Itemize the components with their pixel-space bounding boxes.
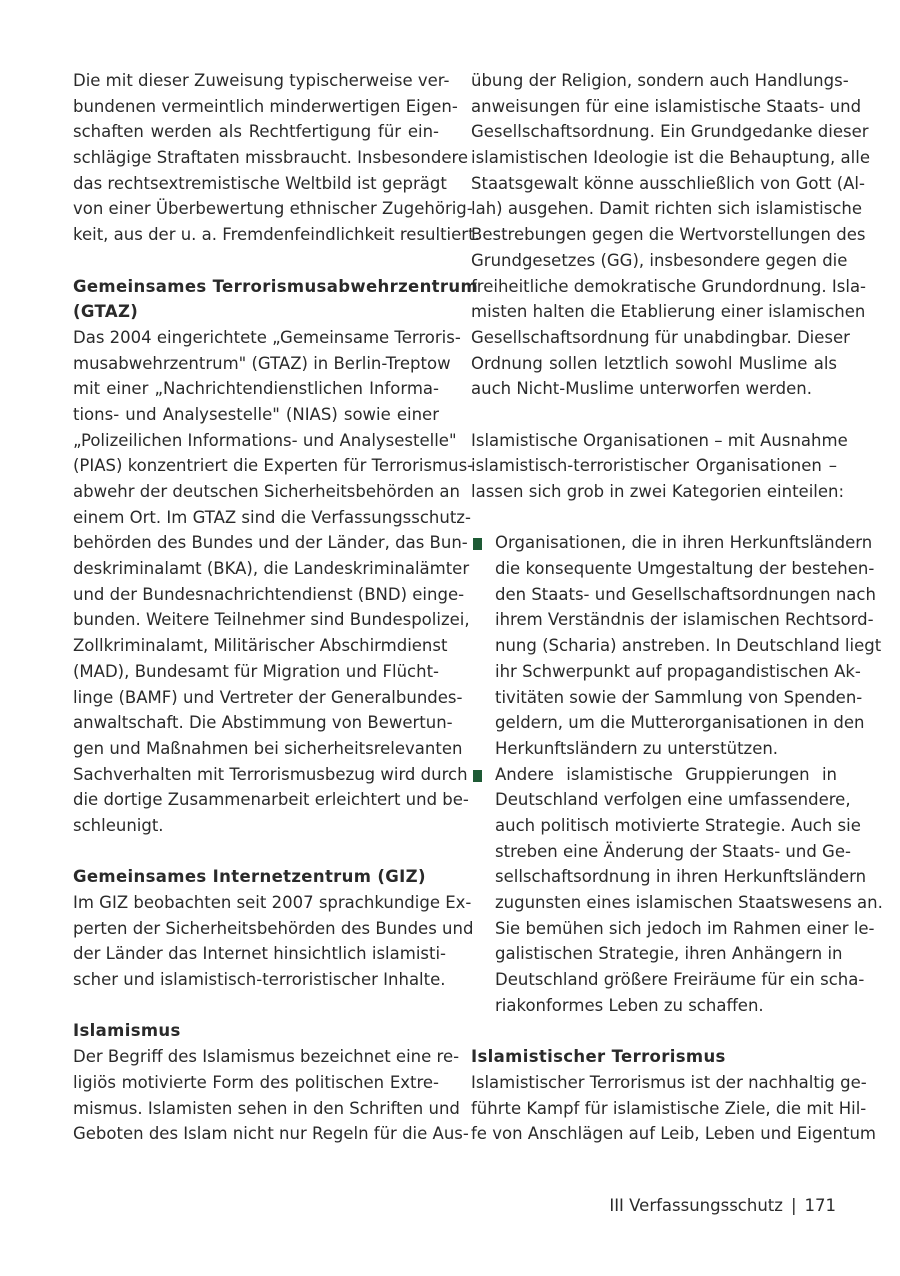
bullet-text-line: die konsequente Umgestaltung der bestehen- [495, 559, 875, 579]
text-line: bundenen vermeintlich minderwertigen Eigen- [73, 96, 458, 116]
paragraph-gap [471, 505, 837, 531]
text-line: lah) ausgehen. Damit richten sich islamistische [471, 199, 863, 219]
text-line: mismus. Islamisten sehen in den Schriften und [73, 1098, 460, 1118]
paragraph-gap [471, 1018, 837, 1044]
section-heading: Gemeinsames Internetzentrum (GIZ) [73, 867, 426, 887]
footer-separator: | [790, 1196, 797, 1215]
text-line: schaften werden als Rechtfertigung für ein- [73, 122, 439, 142]
bullet-text-line: galistischen Strategie, ihren Anhängern in [495, 944, 843, 964]
text-line: führte Kampf für islamistische Ziele, die mit Hil- [471, 1098, 867, 1118]
section-heading: Gemeinsames Terrorismusabwehrzentrum [73, 276, 479, 296]
text-line: Islamistischer Terrorismus ist der nachhaltig ge- [471, 1072, 867, 1092]
text-line: islamistisch-terroristischer Organisationen – [471, 456, 837, 476]
text-line: einem Ort. Im GTAZ sind die Verfassungsschutz- [73, 507, 471, 527]
right-column [471, 68, 883, 1147]
footer-section-title: III Verfassungsschutz [609, 1196, 783, 1215]
page-number: 171 [804, 1196, 836, 1215]
text-line: Geboten des Islam nicht nur Regeln für die Aus- [73, 1124, 469, 1144]
text-line: schlägige Straftaten missbraucht. Insbesondere [73, 148, 469, 168]
text-line: Der Begriff des Islamismus bezeichnet eine re- [73, 1047, 460, 1067]
text-line: abwehr der deutschen Sicherheitsbehörden an [73, 482, 460, 501]
bullet-text-line: Sie bemühen sich jedoch im Rahmen einer le- [495, 918, 875, 938]
text-line: Islamistische Organisationen – mit Ausnahme [471, 430, 848, 450]
paragraph-gap [471, 402, 837, 428]
left-column [73, 68, 480, 1147]
bullet-text-line: ihr Schwerpunkt auf propagandistischen Ak- [495, 661, 861, 681]
paragraph-gap [73, 839, 439, 865]
section-heading: Islamistischer Terrorismus [471, 1047, 726, 1067]
text-line: schleunigt. [73, 815, 164, 835]
text-line: mit einer „Nachrichtendienstlichen Informa- [73, 379, 439, 399]
text-line: islamistischen Ideologie ist die Behauptung, alle [471, 148, 870, 168]
text-line: Gesellschaftsordnung. Ein Grundgedanke dieser [471, 122, 869, 142]
text-line: Staatsgewalt könne ausschließlich von Gott (Al- [471, 173, 865, 193]
bullet-text-line: Andere islamistische Gruppierungen in [471, 762, 837, 788]
text-line: bunden. Weitere Teilnehmer sind Bundespolizei, [73, 610, 470, 630]
bullet-text-line: Deutschland verfolgen eine umfassendere, [495, 790, 851, 810]
text-line: freiheitliche demokratische Grundordnung. Isla- [471, 276, 867, 296]
paragraph-gap [73, 248, 439, 274]
text-line: Sachverhalten mit Terrorismusbezug wird durch [73, 764, 468, 784]
text-line: Im GIZ beobachten seit 2007 sprachkundige Ex- [73, 893, 472, 912]
bullet-text-line: ihrem Verständnis der islamischen Rechtsord- [495, 610, 874, 630]
text-line: perten der Sicherheitsbehörden des Bundes und [73, 918, 474, 938]
text-line: keit, aus der u. a. Fremdenfeindlichkeit resultiert. [73, 225, 480, 245]
text-line: gen und Maßnahmen bei sicherheitsrelevanten [73, 738, 463, 758]
text-line: Die mit dieser Zuweisung typischerweise ver- [73, 71, 450, 90]
bullet-square-icon [473, 770, 482, 782]
text-line: behörden des Bundes und der Länder, das Bun- [73, 533, 468, 553]
text-line: von einer Überbewertung ethnischer Zugehörig- [73, 199, 473, 219]
text-line: misten halten die Etablierung einer islamischen [471, 302, 866, 322]
paragraph-gap [73, 993, 439, 1019]
bullet-text-line: sellschaftsordnung in ihren Herkunftsländern [495, 867, 867, 887]
bullet-text-line: riakonformes Leben zu schaffen. [495, 995, 764, 1015]
page-footer [609, 1195, 836, 1217]
bullet-text-line: Deutschland größere Freiräume für ein scha- [495, 970, 865, 990]
text-line: anweisungen für eine islamistische Staats- und [471, 96, 862, 116]
text-line: auch Nicht-Muslime unterworfen werden. [471, 379, 812, 399]
text-line: (MAD), Bundesamt für Migration und Flücht- [73, 661, 439, 681]
text-line: ligiös motivierte Form des politischen Extre- [73, 1072, 439, 1092]
bullet-text-line: Herkunftsländern zu unterstützen. [495, 738, 779, 758]
text-line: die dortige Zusammenarbeit erleichtert und be- [73, 790, 469, 810]
text-line: Zollkriminalamt, Militärischer Abschirmdienst [73, 636, 448, 656]
section-heading: Islamismus [73, 1021, 181, 1041]
bullet-text-line: nung (Scharia) anstreben. In Deutschland liegt [495, 636, 882, 656]
text-line: „Polizeilichen Informations- und Analysestelle" [73, 430, 457, 450]
text-line: Gesellschaftsordnung für unabdingbar. Dieser [471, 327, 850, 347]
bullet-square-icon [473, 538, 482, 550]
bullet-text-line: zugunsten eines islamischen Staatswesens an. [495, 893, 883, 912]
bullet-text-line: geldern, um die Mutterorganisationen in den [495, 713, 865, 733]
text-line: und der Bundesnachrichtendienst (BND) einge- [73, 584, 465, 604]
text-line: linge (BAMF) und Vertreter der Generalbundes- [73, 687, 463, 707]
section-heading: (GTAZ) [73, 302, 139, 322]
bullet-text-line: streben eine Änderung der Staats- und Ge- [495, 841, 851, 861]
text-line: das rechtsextremistische Weltbild ist geprägt [73, 173, 447, 193]
text-line: Bestrebungen gegen die Wertvorstellungen des [471, 225, 866, 245]
bullet-text-line: den Staats- und Gesellschaftsordnungen nach [495, 584, 876, 604]
text-line: anwaltschaft. Die Abstimmung von Bewertun- [73, 713, 453, 733]
text-line: lassen sich grob in zwei Kategorien einteilen: [471, 482, 845, 501]
text-line: Ordnung sollen letztlich sowohl Muslime als [471, 353, 837, 373]
text-line: der Länder das Internet hinsichtlich islamisti- [73, 944, 447, 964]
text-line: musabwehrzentrum" (GTAZ) in Berlin-Treptow [73, 353, 451, 373]
text-line: fe von Anschlägen auf Leib, Leben und Eigentum [471, 1124, 876, 1144]
text-line: (PIAS) konzentriert die Experten für Terrorismus- [73, 456, 474, 476]
text-line: Das 2004 eingerichtete „Gemeinsame Terroris- [73, 327, 461, 347]
text-line: scher und islamistisch-terroristischer Inhalte. [73, 970, 446, 990]
bullet-text-line: tivitäten sowie der Sammlung von Spenden- [495, 687, 863, 707]
text-line: deskriminalamt (BKA), die Landeskriminalämter [73, 559, 470, 579]
text-line: tions- und Analysestelle" (NIAS) sowie einer [73, 404, 439, 424]
bullet-text-line: auch politisch motivierte Strategie. Auch sie [495, 815, 861, 835]
text-line: Grundgesetzes (GG), insbesondere gegen die [471, 250, 848, 270]
text-line: übung der Religion, sondern auch Handlungs- [471, 71, 849, 90]
bullet-text-line: Organisationen, die in ihren Herkunftsländern [471, 530, 837, 556]
